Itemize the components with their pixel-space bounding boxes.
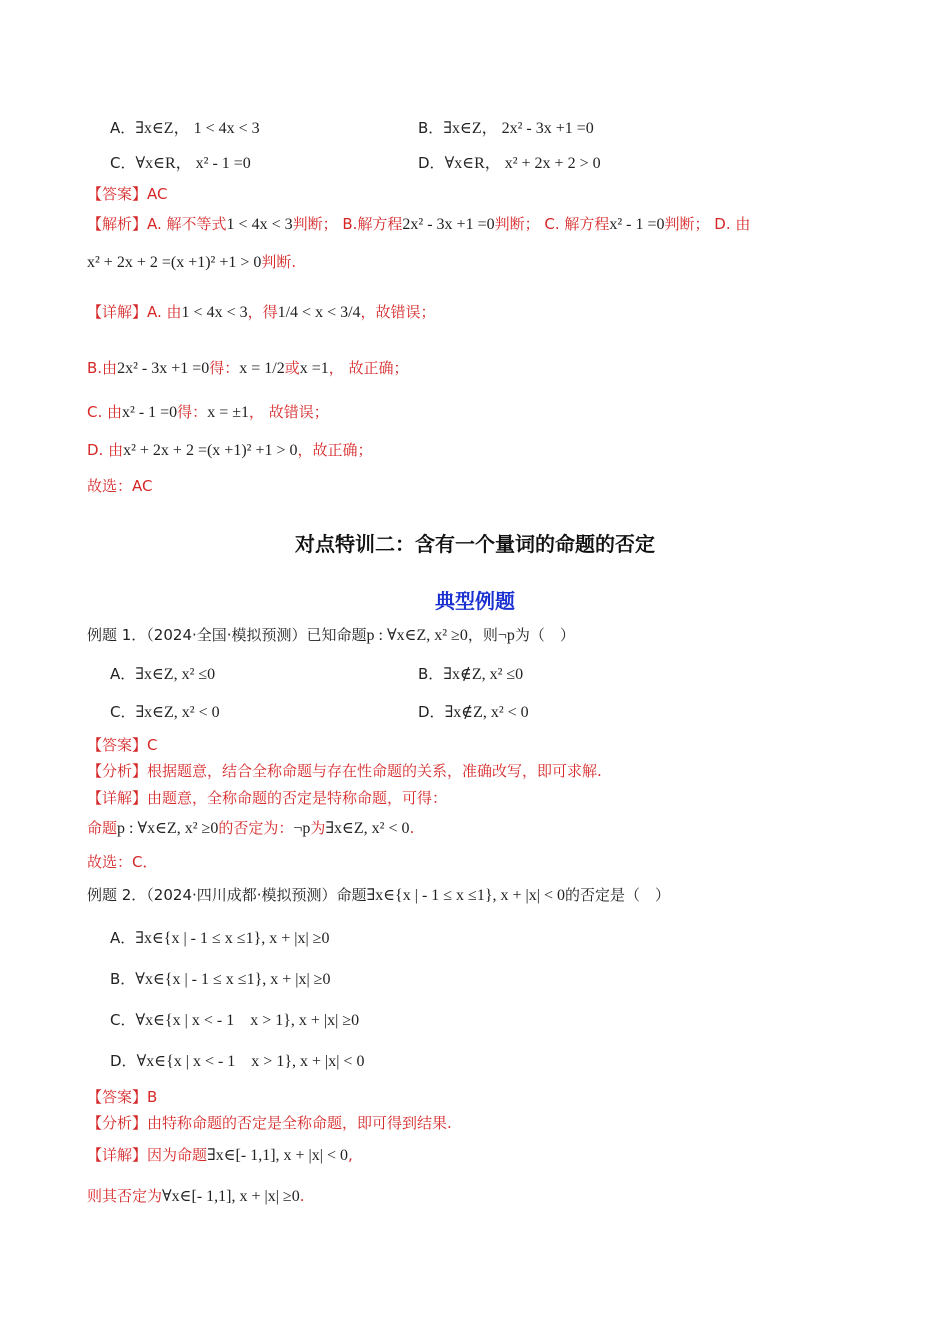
option-c <box>110 1010 359 1031</box>
detail-math: 1 < 4x < 3 <box>181 304 248 321</box>
stem-text: 例题 1．（2024·全国·模拟预测）已知命题 <box>87 626 367 644</box>
option-a <box>110 928 329 949</box>
option-b <box>418 118 594 139</box>
option-a <box>110 118 260 139</box>
option-label: B． <box>110 970 136 988</box>
option-math: ∀x∈R， x² - 1 =0 <box>135 155 251 172</box>
detail-line: 【详解】由题意，全称命题的否定是特称命题，可得： <box>87 789 448 807</box>
analysis-line: 【分析】由特称命题的否定是全称命题，即可得到结果. <box>87 1114 452 1132</box>
stem-math: ¬p <box>497 627 515 644</box>
detail-math: x =1 <box>299 360 329 377</box>
section-subtitle: 典型例题 <box>435 589 515 613</box>
analysis-text: 【解析】A. 解不等式 <box>87 215 227 233</box>
option-math: ∀x∈{x | x < - 1 x > 1}, x + |x| ≥0 <box>135 1012 360 1029</box>
section-title: 对点特训二：含有一个量词的命题的否定 <box>295 532 655 556</box>
detail-line-b <box>87 358 409 379</box>
detail-text: D. 由 <box>87 441 124 459</box>
answer-line: 【答案】AC <box>87 185 168 203</box>
detail-text: 得： <box>177 403 208 421</box>
option-label: A． <box>110 929 136 947</box>
detail-text: B.由 <box>87 359 118 377</box>
detail-text: ， 故正确； <box>328 359 409 377</box>
negation-line <box>87 818 414 839</box>
negation-line <box>87 1186 305 1207</box>
detail-line-d <box>87 440 373 461</box>
negation-text: . <box>409 819 415 837</box>
option-b <box>110 969 330 990</box>
answer-line: 【答案】B <box>87 1088 158 1106</box>
negation-math: p : ∀x∈Z, x² ≥0 <box>117 820 219 837</box>
detail-text: 得： <box>209 359 240 377</box>
option-b <box>418 664 523 685</box>
option-math: ∀x∈{x | x < - 1 x > 1}, x + |x| < 0 <box>136 1053 365 1070</box>
detail-text: 【详解】因为命题 <box>87 1146 208 1164</box>
detail-text: ， 故错误； <box>249 403 329 421</box>
option-label: C． <box>110 154 136 172</box>
negation-text: 则其否定为 <box>87 1187 163 1205</box>
stem-text: 为（ ） <box>514 626 575 644</box>
option-a <box>110 664 215 685</box>
choose-line: 故选：C． <box>87 853 158 871</box>
option-math: ∃x∈Z, x² ≤0 <box>135 666 216 683</box>
detail-text: , <box>347 1146 353 1164</box>
analysis-text: 判断. <box>261 253 297 271</box>
option-math: ∃x∈Z, x² < 0 <box>135 704 220 721</box>
option-c <box>110 153 251 174</box>
option-label: C． <box>110 703 136 721</box>
analysis-math: 1 < 4x < 3 <box>226 216 293 233</box>
detail-math: x = ±1 <box>207 404 249 421</box>
detail-math: x² - 1 =0 <box>122 404 178 421</box>
detail-text: C. 由 <box>87 403 123 421</box>
detail-math: 2x² - 3x +1 =0 <box>117 360 210 377</box>
option-label: A． <box>110 119 136 137</box>
option-math: ∃x∉Z, x² < 0 <box>444 704 529 721</box>
analysis-text: 判断； B.解方程 <box>292 215 403 233</box>
detail-text: 【详解】A. 由 <box>87 303 182 321</box>
analysis-line <box>87 214 750 235</box>
analysis-math: x² + 2x + 2 =(x +1)² +1 > 0 <box>87 254 262 271</box>
option-c <box>110 702 220 723</box>
negation-text: 的否定为： <box>218 819 294 837</box>
option-label: D． <box>418 154 445 172</box>
option-d <box>418 702 529 723</box>
option-math: ∀x∈R， x² + 2x + 2 > 0 <box>444 155 601 172</box>
option-label: B． <box>418 665 444 683</box>
detail-line-a <box>87 302 436 323</box>
detail-math: x² + 2x + 2 =(x +1)² +1 > 0 <box>123 442 298 459</box>
analysis-text: 判断； C. 解方程 <box>494 215 610 233</box>
option-label: D． <box>110 1052 137 1070</box>
negation-math: ∃x∈Z, x² < 0 <box>325 820 410 837</box>
example-1-stem <box>87 625 575 646</box>
negation-math: ∀x∈[- 1,1], x + |x| ≥0 <box>162 1188 300 1205</box>
option-label: B． <box>418 119 444 137</box>
stem-math: p : ∀x∈Z, x² ≥0 <box>366 627 468 644</box>
analysis-text: 判断； D. 由 <box>664 215 751 233</box>
stem-text: 的否定是（ ） <box>564 886 670 904</box>
example-2-stem <box>87 885 670 906</box>
analysis-line-2 <box>87 252 296 273</box>
negation-text: 为 <box>310 819 326 837</box>
negation-text: . <box>299 1187 305 1205</box>
option-d <box>418 153 601 174</box>
detail-text: ，故正确； <box>297 441 373 459</box>
negation-math: ¬p <box>293 820 311 837</box>
detail-math: 1/4 < x < 3/4 <box>277 304 361 321</box>
detail-math: ∃x∈[- 1,1], x + |x| < 0 <box>207 1147 348 1164</box>
option-math: ∀x∈{x | - 1 ≤ x ≤1}, x + |x| ≥0 <box>135 971 331 988</box>
option-math: ∃x∉Z, x² ≤0 <box>443 666 524 683</box>
choose-line: 故选：AC <box>87 477 153 495</box>
negation-text: 命题 <box>87 819 118 837</box>
detail-text: ，故错误； <box>360 303 436 321</box>
option-d <box>110 1051 364 1072</box>
stem-text: ，则 <box>467 626 498 644</box>
detail-line <box>87 1145 353 1166</box>
option-math: ∃x∈Z， 2x² - 3x +1 =0 <box>443 120 594 137</box>
stem-math: ∃x∈{x | - 1 ≤ x ≤1}, x + |x| < 0 <box>366 887 565 904</box>
analysis-line: 【分析】根据题意，结合全称命题与存在性命题的关系，准确改写，即可求解. <box>87 762 602 780</box>
option-label: A． <box>110 665 136 683</box>
detail-text: ，得 <box>247 303 278 321</box>
answer-line: 【答案】C <box>87 736 158 754</box>
option-math: ∃x∈{x | - 1 ≤ x ≤1}, x + |x| ≥0 <box>135 930 330 947</box>
stem-text: 例题 2．（2024·四川成都·模拟预测）命题 <box>87 886 367 904</box>
analysis-math: x² - 1 =0 <box>609 216 665 233</box>
analysis-math: 2x² - 3x +1 =0 <box>402 216 495 233</box>
option-label: C． <box>110 1011 136 1029</box>
option-math: ∃x∈Z， 1 < 4x < 3 <box>135 120 260 137</box>
detail-math: x = 1/2 <box>239 360 285 377</box>
detail-text: 或 <box>284 359 300 377</box>
option-label: D． <box>418 703 445 721</box>
detail-line-c <box>87 402 329 423</box>
